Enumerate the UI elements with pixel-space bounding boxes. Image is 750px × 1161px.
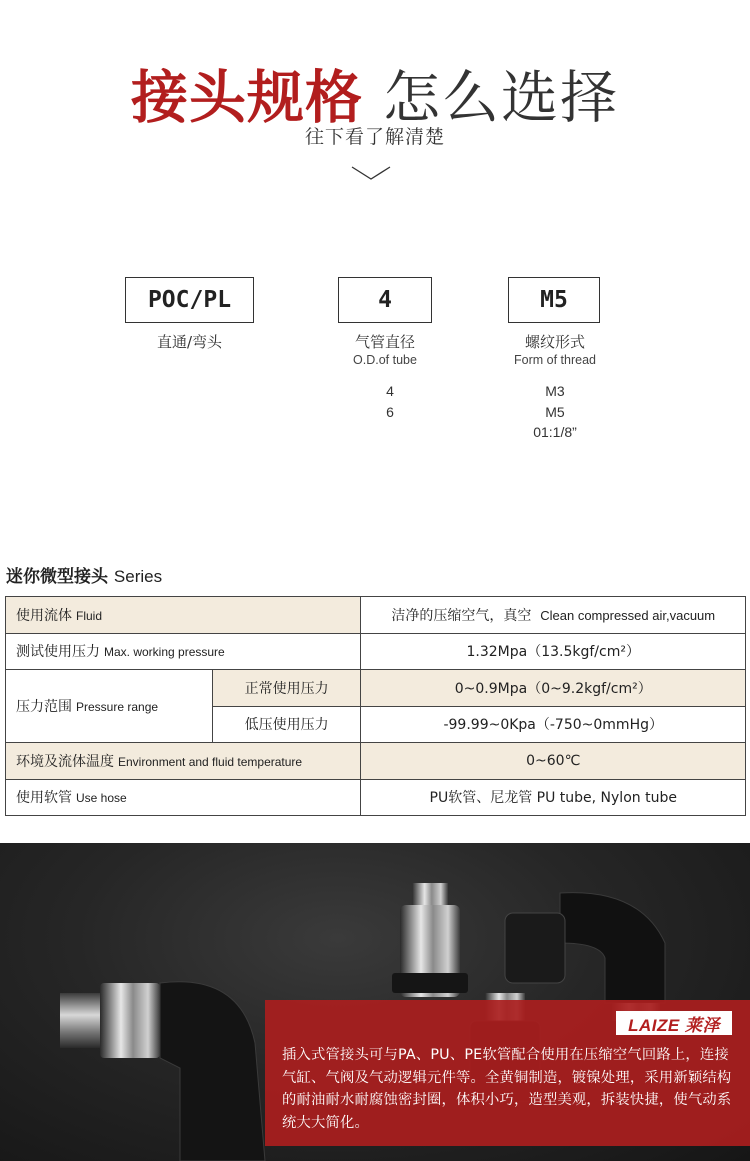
thread-option: M3 (545, 383, 565, 399)
elbow-left-hex (100, 983, 160, 1058)
label-cn: 压力范围 (16, 699, 72, 715)
heading-subtitle: 往下看了解清楚 (304, 126, 445, 148)
fitting-thread (412, 883, 448, 908)
table-row (6, 597, 746, 634)
spec-label (6, 779, 361, 816)
spec-value: 0~60℃ (361, 743, 746, 780)
spec-label (6, 670, 213, 743)
promo-description: 插入式管接头可与PA、PU、PE软管配合使用在压缩空气回路上，连接气缸、气阀及气动逻辑元件等。全黄铜制造，镀镍处理，采用新颖结构的耐油耐水耐腐蚀密封圈，体积小巧，造型美观，拆装快捷，使气动系统大大简化。 (282, 1047, 732, 1131)
thread-option: M5 (545, 403, 565, 420)
code-type-caption: 直通/弯头 (156, 333, 223, 351)
thread-option: 01:1/8” (533, 424, 577, 440)
label-cn: 环境及流体温度 (16, 753, 114, 770)
label-cn: 使用软管 (16, 790, 72, 807)
code-tube-caption-en: O.D.of tube (353, 353, 417, 367)
elbow-left-body (160, 982, 265, 1161)
spec-label (6, 597, 361, 634)
spec-value: 1.32Mpa（13.5kgf/cm²） (361, 633, 746, 670)
table-row (6, 670, 746, 707)
spec-value: PU软管、尼龙管 PU tube, Nylon tube (361, 779, 746, 816)
spec-label (6, 743, 361, 780)
tube-option: 4 (386, 383, 394, 399)
code-tube-caption: 气管直径 (354, 333, 415, 351)
code-thread-options (505, 381, 605, 443)
label-en: Pressure range (76, 700, 159, 714)
spec-label (6, 633, 361, 670)
code-thread-box: M5 (508, 277, 600, 323)
heading-light: 怎么选择 (383, 65, 619, 131)
elbow-right-socket (505, 913, 565, 983)
brand-logo (616, 1011, 732, 1035)
table-row (6, 743, 746, 780)
code-type-box: POC/PL (125, 277, 254, 323)
series-title-en: Series (113, 567, 163, 586)
series-title (6, 562, 162, 587)
label-cn: 使用流体 (16, 607, 72, 624)
spec-table (5, 596, 746, 816)
code-tube-box: 4 (338, 277, 432, 323)
label-en: Environment and fluid temperature (118, 754, 303, 769)
elbow-right (560, 893, 665, 1003)
elbow-left-thread (60, 993, 100, 1048)
code-tube-options (360, 381, 420, 422)
label-en: Use hose (76, 791, 127, 806)
spec-value: -99.99~0Kpa（-750~0mmHg） (361, 706, 746, 743)
tube-option: 6 (386, 403, 394, 420)
code-thread-caption-en: Form of thread (514, 353, 596, 367)
spec-sublabel: 正常使用压力 (212, 670, 361, 707)
spec-value (361, 597, 746, 634)
code-thread-caption: 螺纹形式 (524, 333, 585, 351)
spec-value: 0~0.9Mpa（0~9.2kgf/cm²） (361, 670, 746, 707)
label-en: Fluid (76, 608, 103, 623)
spec-sublabel: 低压使用压力 (212, 706, 361, 743)
heading-bold: 接头规格 (131, 65, 363, 131)
label-cn: 测试使用压力 (16, 644, 100, 661)
value-cn: 洁净的压缩空气，真空 (391, 607, 532, 624)
brand-logo-text: LAIZE 莱泽 (628, 1015, 720, 1035)
table-row (6, 633, 746, 670)
chevron-down-icon[interactable] (351, 165, 391, 181)
series-title-cn: 迷你微型接头 (6, 567, 108, 587)
label-en: Max. working pressure (104, 645, 225, 660)
value-en: Clean compressed air,vacuum (540, 607, 716, 623)
table-row (6, 779, 746, 816)
fitting-collet (392, 973, 468, 993)
